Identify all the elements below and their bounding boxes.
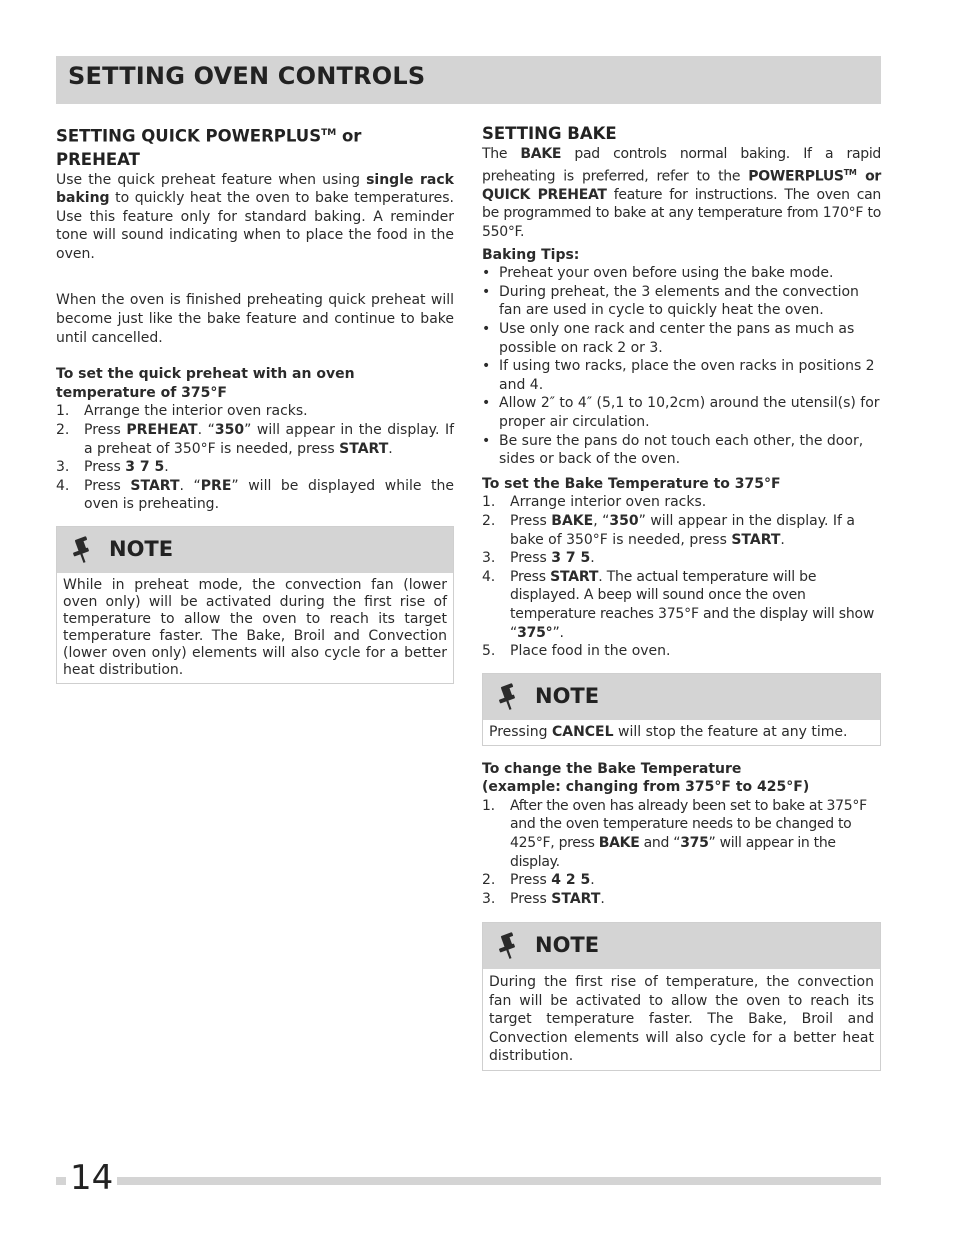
intro-text: The xyxy=(482,146,521,162)
step-text: Press xyxy=(510,872,552,889)
list-item xyxy=(482,871,881,890)
pushpin-icon xyxy=(71,536,93,564)
step-number: 3. xyxy=(56,459,70,476)
intro-text: Use the quick preheat feature when using xyxy=(56,171,367,188)
step-number: 2. xyxy=(482,872,496,889)
step-number: 3. xyxy=(482,890,496,907)
baking-tips-title: Baking Tips: xyxy=(482,246,580,263)
step-text: . The actual temperature will be displayed. A beep will sound once the oven temperature reaches 375°F and the display will show “ xyxy=(510,568,875,641)
step-number: 1. xyxy=(56,403,70,420)
change-bake-steps xyxy=(482,797,881,909)
step-key: 4 2 5 xyxy=(551,872,591,889)
change-bake-title xyxy=(482,760,881,797)
step-text: Press xyxy=(510,550,552,567)
step-key: BAKE xyxy=(598,835,640,852)
step-text: . xyxy=(600,890,605,907)
quick-preheat-steps xyxy=(56,402,454,514)
bullet-icon: • xyxy=(482,265,491,282)
step-display: 375° xyxy=(517,624,553,641)
step-key: START xyxy=(551,890,601,907)
preheat-note-box xyxy=(56,526,454,684)
page-title: SETTING OVEN CONTROLS xyxy=(68,62,426,90)
step-text: ”. xyxy=(552,624,564,641)
list-item xyxy=(482,493,881,512)
intro-bold: BAKE xyxy=(520,146,562,162)
footer-bar xyxy=(56,1177,881,1185)
step-text: . xyxy=(590,872,595,889)
note-header xyxy=(483,674,880,720)
setting-bake-intro xyxy=(482,145,881,242)
step-key: 3 7 5 xyxy=(125,459,165,476)
step-text: Arrange interior oven racks. xyxy=(510,494,707,511)
title-line2: (example: changing from 375°F to 425°F) xyxy=(482,779,810,796)
set-bake-title: To set the Bake Temperature to 375°F xyxy=(482,475,781,492)
tip-text: During preheat, the 3 elements and the convection fan are used in cycle to quickly heat the oven. xyxy=(499,283,859,319)
list-item xyxy=(482,549,881,568)
list-item xyxy=(482,797,881,871)
note-text: While in preheat mode, the convection fan (lower oven only) will be activated during the first rise of temperature to allow the oven to reach its target temperature faster. The Bake, Broil and Convection (lower oven only) elements will also cycle for a better heat distribution. xyxy=(63,577,447,678)
step-display: 375 xyxy=(680,835,709,852)
step-display: 350 xyxy=(609,512,639,529)
intro-bold: or QUICK PREHEAT xyxy=(482,168,881,203)
step-display: 350 xyxy=(214,422,245,439)
note-label: NOTE xyxy=(535,933,600,958)
right-column xyxy=(482,122,881,1071)
step-text: ” will appear in the display. If a preheat of 350°F is needed, press xyxy=(84,422,455,457)
title-line1: To change the Bake Temperature xyxy=(482,760,742,777)
step-key: START xyxy=(339,440,389,457)
heading-text: SETTING QUICK POWERPLUS xyxy=(56,126,322,146)
step-number: 1. xyxy=(482,797,495,814)
list-item xyxy=(56,458,454,477)
set-bake-steps xyxy=(482,493,881,660)
step-text: . xyxy=(590,550,595,567)
step-text: . xyxy=(164,459,169,476)
step-text: Arrange the interior oven racks. xyxy=(84,403,308,420)
list-item xyxy=(56,402,454,421)
step-text: Press xyxy=(510,568,551,585)
quick-preheat-para2: When the oven is finished preheating quick preheat will become just like the bake feature and continue to bake until cancelled. xyxy=(56,292,454,346)
heading-or: or xyxy=(336,126,362,146)
bullet-icon: • xyxy=(482,283,491,300)
intro-text: pad controls normal baking. If a rapid preheating is preferred, refer to the xyxy=(482,146,881,185)
list-item xyxy=(482,432,881,469)
left-column xyxy=(56,122,454,684)
step-key: PREHEAT xyxy=(126,422,198,439)
step-number: 3. xyxy=(482,550,496,567)
step-number: 5. xyxy=(482,643,496,660)
step-text: ” will appear in the display. If a bake of 350°F is needed, press xyxy=(510,512,855,548)
step-text: . xyxy=(388,440,393,457)
tip-text: Use only one rack and center the pans as much as possible on rack 2 or 3. xyxy=(499,321,855,356)
baking-tips-list xyxy=(482,264,881,469)
step-key: START xyxy=(731,531,781,548)
page-header-bar xyxy=(56,56,881,104)
note-key: CANCEL xyxy=(551,723,614,740)
step-text: Place food in the oven. xyxy=(510,643,671,660)
step-text: . xyxy=(780,531,785,548)
step-text: and “ xyxy=(639,835,681,852)
trademark-mark: TM xyxy=(843,167,857,177)
list-item xyxy=(482,394,881,431)
quick-preheat-steps-title: To set the quick preheat with an oven temperature of 375°F xyxy=(56,366,355,401)
list-item xyxy=(482,512,881,549)
list-item xyxy=(482,283,881,320)
list-item xyxy=(56,477,454,514)
pushpin-icon xyxy=(497,932,519,960)
step-text: Press xyxy=(84,459,126,476)
intro-text: feature for instructions. The oven can be programmed to bake at any temperature from 170°F to 550°F. xyxy=(482,186,881,241)
step-number: 2. xyxy=(482,512,496,529)
list-item xyxy=(482,357,881,394)
setting-bake-heading: SETTING BAKE xyxy=(482,124,617,143)
step-text: Press xyxy=(510,512,552,529)
note-text xyxy=(483,720,880,745)
note-label: NOTE xyxy=(109,537,174,561)
trademark-mark: TM xyxy=(321,128,337,138)
bullet-icon: • xyxy=(482,432,491,449)
intro-bold: single rack baking xyxy=(56,171,454,207)
quick-powerplus-heading xyxy=(56,122,454,171)
intro-text-2: to quickly heat the oven to bake temperatures. Use this feature only for standard baking. A reminder tone will sound indicating when to place the food in the oven. xyxy=(56,190,454,262)
step-key: BAKE xyxy=(551,512,594,529)
quick-preheat-intro xyxy=(56,171,454,264)
bullet-icon: • xyxy=(482,321,491,337)
bullet-icon: • xyxy=(482,358,491,375)
note-text-part: will stop the feature at any time. xyxy=(613,723,848,740)
step-key: START xyxy=(130,477,180,494)
step-text: ” will be displayed while the oven is preheating. xyxy=(84,477,455,513)
list-item xyxy=(482,568,881,642)
step-text: ” will appear in the display. xyxy=(510,835,836,870)
note-label: NOTE xyxy=(535,683,600,708)
note-text-part: Pressing xyxy=(489,723,552,740)
step-text: . “ xyxy=(197,422,215,439)
note-header xyxy=(57,527,453,573)
step-text: Press xyxy=(84,422,127,439)
bullet-icon: • xyxy=(482,395,491,412)
cancel-note-box xyxy=(482,673,881,746)
step-display: PRE xyxy=(200,477,232,494)
list-item xyxy=(56,421,454,458)
heading-line2: PREHEAT xyxy=(56,149,140,169)
convection-note-box xyxy=(482,922,881,1071)
step-text: After the oven has already been set to bake at 375°F and the oven temperature needs to be changed to 425°F, press xyxy=(510,797,867,852)
step-number: 4. xyxy=(56,477,70,494)
page-number: 14 xyxy=(66,1160,117,1196)
pushpin-icon xyxy=(497,683,519,711)
note-text: During the first rise of temperature, the convection fan will be activated to allow the oven to reach its target temperature faster. The Bake, Broil and Convection elements will also cycle for a better heat distribution. xyxy=(489,974,874,1065)
step-number: 4. xyxy=(482,568,495,585)
step-number: 2. xyxy=(56,422,70,439)
tip-text: Be sure the pans do not touch each other, the door, sides or back of the oven. xyxy=(499,432,864,468)
step-text: Press xyxy=(84,477,131,494)
intro-bold: POWERPLUS xyxy=(748,168,844,185)
list-item xyxy=(482,320,881,357)
step-key: START xyxy=(550,568,599,585)
list-item xyxy=(482,890,881,909)
list-item xyxy=(482,264,881,283)
step-key: 3 7 5 xyxy=(551,550,591,567)
step-text: , “ xyxy=(593,512,610,529)
step-text: . “ xyxy=(179,477,201,494)
tip-text: If using two racks, place the oven racks in positions 2 and 4. xyxy=(499,358,875,393)
note-header xyxy=(483,923,880,969)
step-number: 1. xyxy=(482,494,496,511)
tip-text: Allow 2″ to 4″ (5,1 to 10,2cm) around the utensil(s) for proper air circulation. xyxy=(499,395,880,430)
step-text: Press xyxy=(510,890,552,907)
tip-text: Preheat your oven before using the bake mode. xyxy=(499,265,834,282)
list-item xyxy=(482,642,881,661)
